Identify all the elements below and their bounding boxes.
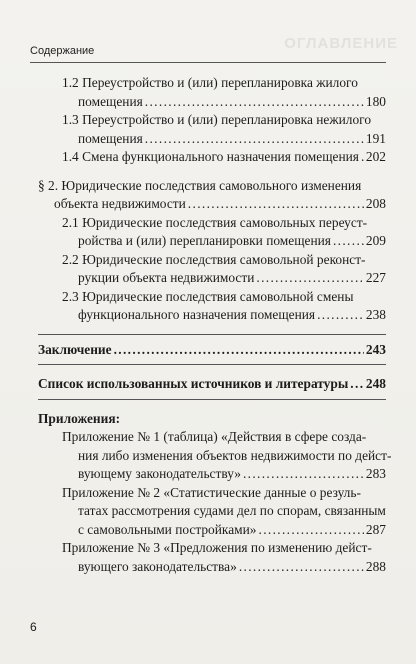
leader-dots xyxy=(145,93,364,112)
toc-entry xyxy=(30,484,386,540)
header-rule xyxy=(30,62,386,63)
toc-page-number: 243 xyxy=(365,341,386,357)
toc-entry-text: объекта недвижимости xyxy=(54,196,186,211)
toc-page-number: 209 xyxy=(365,233,386,248)
toc-page-number: 208 xyxy=(365,196,386,211)
toc-entry-text: Заключение xyxy=(38,341,112,357)
divider xyxy=(38,334,386,335)
toc-entry xyxy=(30,251,386,288)
toc-page-number: 248 xyxy=(365,376,386,391)
toc-entry-text: с самовольными постройками» xyxy=(78,521,257,537)
leader-dots xyxy=(114,341,364,360)
appendices-heading: Приложения: xyxy=(38,410,121,426)
toc-entry-text: помещения xyxy=(78,130,143,146)
toc-page-number: 227 xyxy=(365,270,386,285)
toc-entry xyxy=(30,111,386,148)
leader-dots xyxy=(333,232,364,251)
leader-dots xyxy=(239,558,364,577)
leader-dots xyxy=(317,306,364,325)
toc-entry-text: помещения xyxy=(78,93,143,109)
toc-entry-text: рукции объекта недвижимости xyxy=(78,270,255,285)
toc-entry-text: ройства и (или) перепланировки помещения xyxy=(78,233,331,248)
running-head: Содержание xyxy=(30,45,95,57)
toc-entry xyxy=(30,214,386,251)
toc-page-number: 288 xyxy=(365,558,386,574)
leader-dots xyxy=(350,375,364,394)
toc-entry-text: вующему законодательству» xyxy=(78,466,241,481)
toc-entry-text: 1.3 Переустройство и (или) перепланировка нежилого xyxy=(62,112,372,127)
toc-entry-text: татах рассмотрения судами дел по спорам, связанным xyxy=(78,503,386,518)
leader-dots xyxy=(188,195,364,214)
toc-page-number: 283 xyxy=(365,466,386,481)
toc-entry-text: 2.1 Юридические последствия самовольных переуст- xyxy=(62,214,368,230)
leader-dots xyxy=(256,269,364,288)
divider xyxy=(38,364,386,365)
toc-entry-text: 1.4 Смена функционального назначения помещения xyxy=(62,149,359,164)
toc-page-number: 238 xyxy=(365,307,386,322)
ghost-title: ОГЛАВЛЕНИЕ xyxy=(284,35,398,52)
toc-entry xyxy=(30,375,386,394)
toc-page-number: 287 xyxy=(365,521,386,537)
toc-entry xyxy=(30,148,386,167)
toc-page-number: 191 xyxy=(365,130,386,146)
toc-entry xyxy=(30,74,386,111)
divider xyxy=(38,399,386,400)
leader-dots xyxy=(145,130,364,149)
page-number: 6 xyxy=(30,620,37,634)
leader-dots xyxy=(243,465,364,484)
leader-dots xyxy=(259,521,364,540)
toc-entry-text: Приложение № 3 «Предложения по изменению дейст- xyxy=(62,540,372,555)
toc-entry-text: 1.2 Переустройство и (или) перепланировка жилого xyxy=(62,75,358,90)
toc-entry-text: Список использованных источников и литературы xyxy=(38,376,349,391)
leader-dots xyxy=(361,148,364,167)
table-of-contents xyxy=(30,74,392,576)
toc-entry-text: 2.3 Юридические последствия самовольной смены xyxy=(62,288,354,304)
toc-entry xyxy=(30,341,386,360)
toc-entry xyxy=(30,539,386,576)
toc-page-number: 180 xyxy=(365,93,386,109)
toc-entry-text: вующего законодательства» xyxy=(78,558,237,574)
toc-entry xyxy=(30,428,392,484)
toc-entry-text: ния либо изменения объектов недвижимости по дейст- xyxy=(78,447,392,463)
toc-entry xyxy=(30,288,386,325)
toc-entry xyxy=(30,177,386,214)
toc-entry-text: 2.2 Юридические последствия самовольной реконст- xyxy=(62,251,366,267)
toc-page-number: 202 xyxy=(365,149,386,164)
toc-entry-text: функционального назначения помещения xyxy=(78,307,316,322)
toc-entry-text: Приложение № 1 (таблица) «Действия в сфере созда- xyxy=(62,429,367,444)
toc-entry-text: § 2. Юридические последствия самовольного изменения xyxy=(38,177,362,193)
toc-entry-text: Приложение № 2 «Статистические данные о резуль- xyxy=(62,484,361,500)
